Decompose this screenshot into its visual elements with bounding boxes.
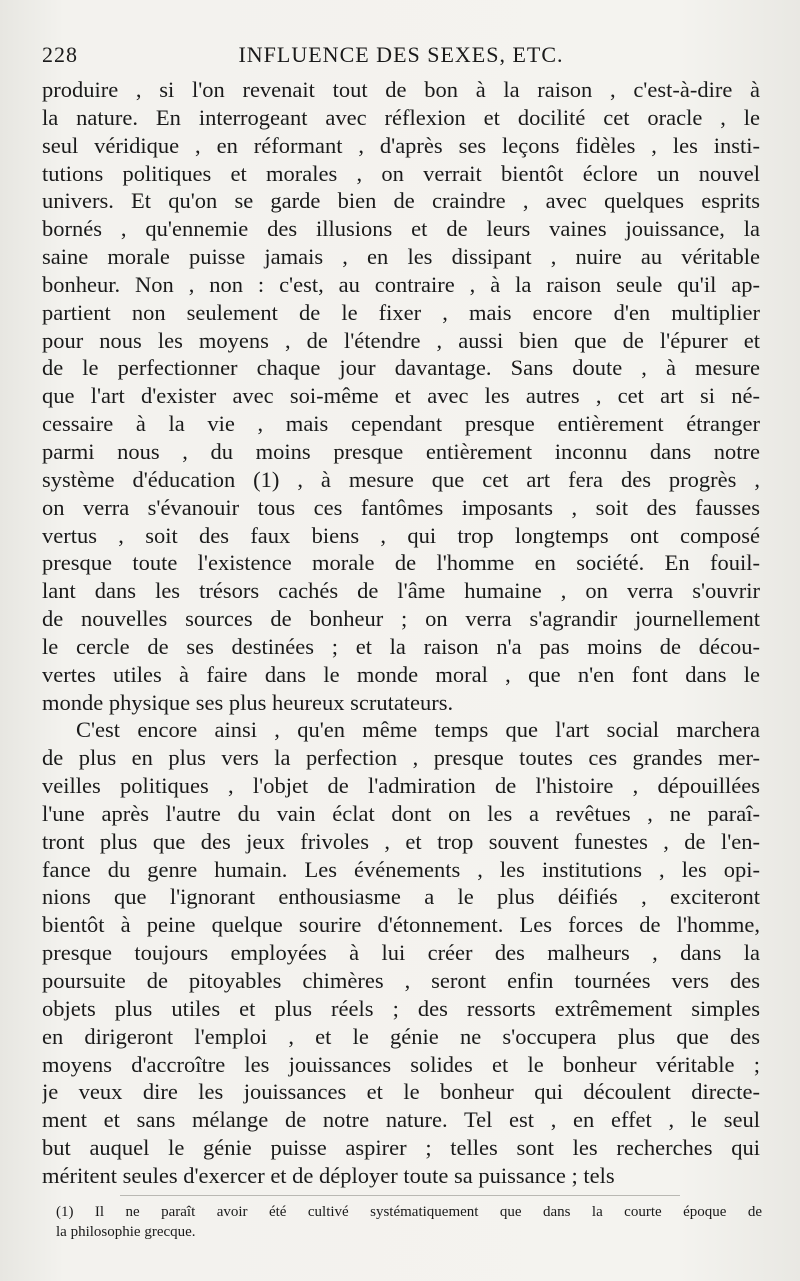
text-line: but auquel le génie puisse aspirer ; telles sont les recherches qui: [42, 1135, 760, 1161]
text-line: pour nous les moyens , de l'étendre , aussi bien que de l'épurer et: [42, 327, 760, 353]
text-line: fance du genre humain. Les événements , les institutions , les opi-: [42, 856, 760, 882]
text-line: parmi nous , du moins presque entièrement inconnu dans notre: [42, 438, 760, 464]
text-line: presque toute l'existence morale de l'homme en société. En fouil-: [42, 550, 760, 576]
footnote-line: (1) Il ne paraît avoir été cultivé systématiquement que dans la courte époque de: [56, 1204, 762, 1220]
page-number: 228: [42, 42, 78, 67]
text-line: veilles politiques , l'objet de l'admiration de l'histoire , dépouillées: [42, 773, 760, 799]
text-line: la nature. En interrogeant avec réflexion et docilité cet oracle , le: [42, 104, 760, 130]
text-line: nions que l'ignorant enthousiasme a le plus déifiés , exciteront: [42, 884, 760, 910]
text-line: monde physique ses plus heureux scrutateurs.: [42, 689, 454, 715]
text-line: produire , si l'on revenait tout de bon à la raison , c'est-à-dire à: [42, 77, 760, 102]
text-line: bonheur. Non , non : c'est, au contraire , à la raison seule qu'il ap-: [42, 271, 760, 297]
text-line: de le perfectionner chaque jour davantage. Sans doute , à mesure: [42, 355, 760, 381]
text-line: lant dans les trésors cachés de l'âme humaine , on verra s'ouvrir: [42, 578, 760, 604]
text-line: bientôt à peine quelque sourire d'étonnement. Les forces de l'homme,: [42, 912, 760, 938]
running-header: [42, 42, 760, 74]
text-line: bornés , qu'ennemie des illusions et de leurs vaines jouissance, la: [42, 216, 760, 242]
footnote-line: la philosophie grecque.: [56, 1224, 196, 1240]
text-line: objets plus utiles et plus réels ; des ressorts extrêmement simples: [42, 995, 760, 1021]
text-line: l'une après l'autre du vain éclat dont on les a revêtues , ne paraî-: [42, 800, 760, 826]
text-line: en dirigeront l'emploi , et le génie ne s'occupera plus que des: [42, 1023, 760, 1049]
text-line: on verra s'évanouir tous ces fantômes imposants , soit des fausses: [42, 494, 760, 520]
text-line: vertus , soit des faux biens , qui trop longtemps ont composé: [42, 522, 760, 548]
text-line: de plus en plus vers la perfection , presque toutes ces grandes mer-: [42, 745, 760, 771]
text-line: tront plus que des jeux frivoles , et trop souvent funestes , de l'en-: [42, 828, 760, 854]
footnote-rule: [120, 1195, 680, 1196]
body-text: [42, 76, 760, 1190]
footnote: [56, 1202, 762, 1242]
running-title: INFLUENCE DES SEXES, ETC.: [238, 42, 564, 67]
text-line: C'est encore ainsi , qu'en même temps que l'art social marchera: [76, 717, 760, 743]
text-line: partient non seulement de le fixer , mais encore d'en multiplier: [42, 299, 760, 325]
text-line: vertes utiles à faire dans le monde moral , que n'en font dans le: [42, 661, 760, 687]
text-line: saine morale puisse jamais , en les dissipant , nuire au véritable: [42, 244, 760, 270]
text-line: moyens d'accroître les jouissances solides et le bonheur véritable ;: [42, 1051, 760, 1077]
text-line: je veux dire les jouissances et le bonheur qui découlent directe-: [42, 1079, 760, 1105]
text-line: système d'éducation (1) , à mesure que cet art fera des progrès ,: [42, 466, 760, 492]
text-line: cessaire à la vie , mais cependant presque entièrement étranger: [42, 411, 760, 437]
text-line: ment et sans mélange de notre nature. Tel est , en effet , le seul: [42, 1107, 760, 1133]
text-line: univers. Et qu'on se garde bien de craindre , avec quelques esprits: [42, 188, 760, 214]
text-line: de nouvelles sources de bonheur ; on verra s'agrandir journellement: [42, 606, 760, 632]
text-line: seul véridique , en réformant , d'après ses leçons fidèles , les insti-: [42, 132, 760, 158]
text-line: presque toujours employées à lui créer des malheurs , dans la: [42, 940, 760, 966]
text-line: tutions politiques et morales , on verrait bientôt éclore un nouvel: [42, 160, 760, 186]
text-line: poursuite de pitoyables chimères , seront enfin tournées vers des: [42, 968, 760, 993]
text-line: que l'art d'exister avec soi-même et avec les autres , cet art si né-: [42, 383, 760, 409]
text-line: méritent seules d'exercer et de déployer toute sa puissance ; tels: [42, 1162, 615, 1188]
text-line: le cercle de ses destinées ; et la raison n'a pas moins de décou-: [42, 633, 760, 659]
